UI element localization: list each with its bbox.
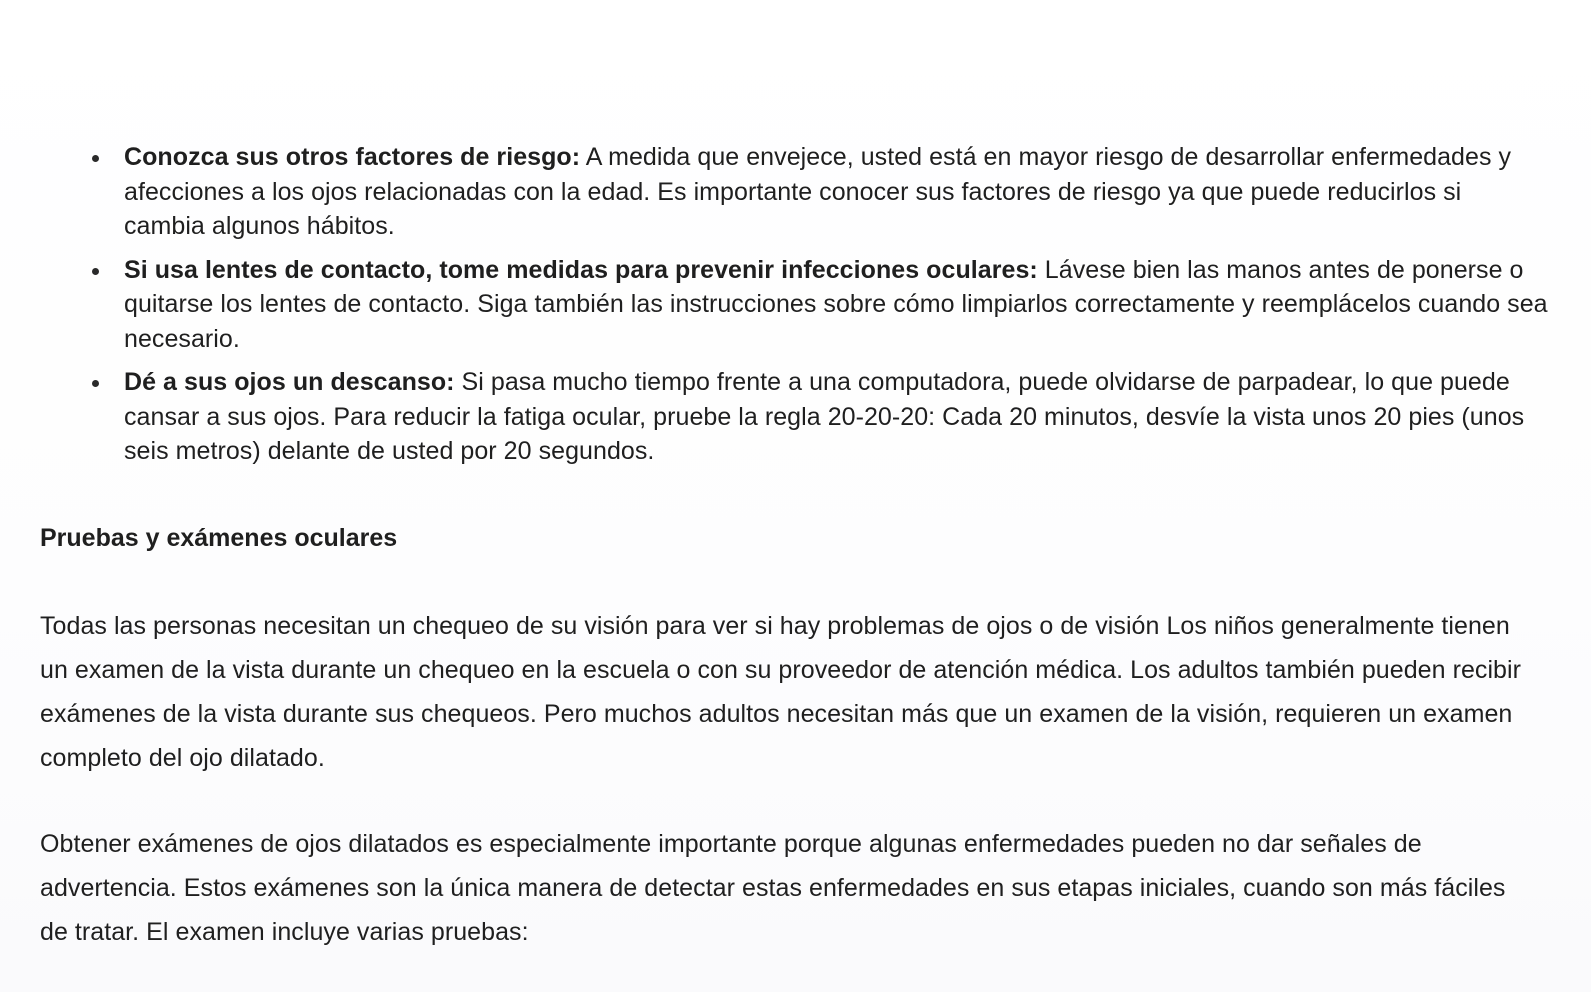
tips-bullet-list [88, 140, 1548, 478]
bullet-item-contact-lenses [88, 253, 1548, 357]
bullet-text: Lávese bien las manos antes de ponerse o quitarse los lentes de contacto. Siga también las instrucciones sobre cómo limpiarlos correctamente y reemplácelos cuando sea necesario. [124, 255, 1548, 353]
bullet-icon [92, 155, 99, 162]
paragraph-dilated-exams: Obtener exámenes de ojos dilatados es especialmente importante porque algunas enfermedades pueden no dar señales de advertencia. Estos exámenes son la única manera de detectar estas enfermedades en sus etapas iniciales, cuando son más fáciles de tratar. El examen incluye varias pruebas: [40, 830, 1506, 946]
bullet-text: A medida que envejece, usted está en mayor riesgo de desarrollar enfermedades y afecciones a los ojos relacionadas con la edad. Es importante conocer sus factores de riesgo ya que puede reducirlos si cambia algunos hábitos. [124, 143, 1512, 240]
bullet-item-eye-rest [88, 365, 1548, 469]
bullet-lead: Conozca sus otros factores de riesgo: [124, 143, 581, 171]
bullet-icon [92, 268, 99, 275]
paragraph-eye-checkups: Todas las personas necesitan un chequeo de su visión para ver si hay problemas de ojos o de visión Los niños generalmente tienen un examen de la vista durante un chequeo en la escuela o con su proveedor de atención médica. Los adultos también pueden recibir exámenes de la vista durante sus chequeos. Pero muchos adultos necesitan más que un examen de la visión, requieren un examen completo del ojo dilatado. [40, 612, 1521, 772]
bullet-lead: Dé a sus ojos un descanso: [124, 368, 455, 396]
bullet-icon [92, 380, 99, 387]
bullet-text: Si pasa mucho tiempo frente a una computadora, puede olvidarse de parpadear, lo que puede cansar a sus ojos. Para reducir la fatiga ocular, pruebe la regla 20-20-20: Cada 20 minutos, desvíe la vista unos 20 pies (unos seis metros) delante de usted por 20 segundos. [124, 368, 1525, 465]
bullet-lead: Si usa lentes de contacto, tome medidas para prevenir infecciones oculares: [124, 255, 1038, 284]
section-heading: Pruebas y exámenes oculares [40, 524, 398, 552]
bullet-item-risk-factors [88, 140, 1548, 244]
